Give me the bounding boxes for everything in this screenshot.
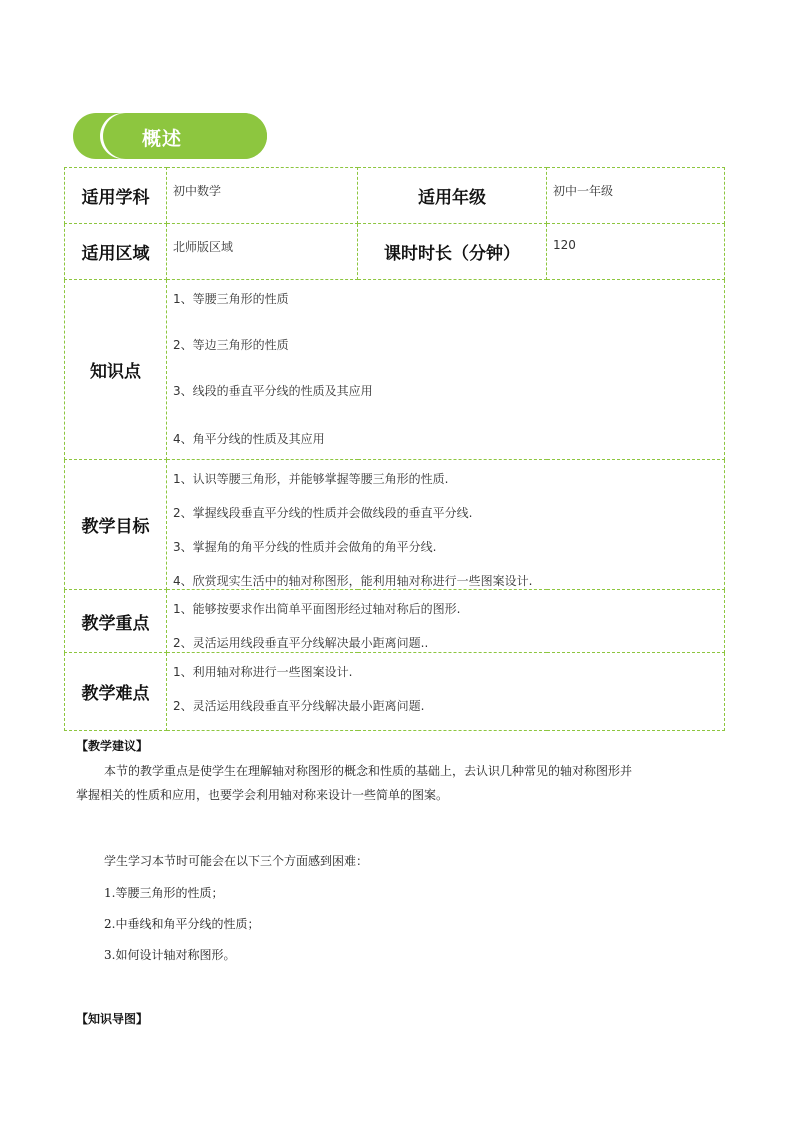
grade-value: 初中一年级 <box>547 168 725 224</box>
knowledge-item: 2、等边三角形的性质 <box>173 338 289 352</box>
knowledge-item: 3、线段的垂直平分线的性质及其应用 <box>173 384 373 398</box>
key-point-item: 1、能够按要求作出简单平面图形经过轴对称后的图形. <box>173 602 461 616</box>
duration-label: 课时时长（分钟） <box>358 224 547 280</box>
duration-value: 120 <box>547 224 725 280</box>
section-pill-foreground <box>103 113 267 159</box>
goal-item: 4、欣赏现实生活中的轴对称图形，能利用轴对称进行一些图案设计. <box>173 574 533 588</box>
suggestion-line-1: 本节的教学重点是使学生在理解轴对称图形的概念和性质的基础上，去认识几种常见的轴对称图形并 <box>104 764 633 778</box>
goal-item: 2、掌握线段垂直平分线的性质并会做线段的垂直平分线. <box>173 506 473 520</box>
goal-item: 3、掌握角的角平分线的性质并会做角的角平分线. <box>173 540 437 554</box>
region-label: 适用区域 <box>65 224 167 280</box>
knowledge-item: 4、角平分线的性质及其应用 <box>173 432 325 446</box>
subject-value: 初中数学 <box>167 168 358 224</box>
difficulty-point: 2.中垂线和角平分线的性质； <box>104 917 260 931</box>
goals-label: 教学目标 <box>65 460 167 590</box>
difficulty-item: 2、灵活运用线段垂直平分线解决最小距离问题. <box>173 699 425 713</box>
knowledge-cell <box>167 280 725 460</box>
key-points-cell <box>167 590 725 653</box>
section-title: 概述 <box>142 128 183 150</box>
knowledge-item: 1、等腰三角形的性质 <box>173 292 289 306</box>
overview-table <box>64 167 725 731</box>
difficulties-label: 教学难点 <box>65 653 167 731</box>
difficulty-item: 1、利用轴对称进行一些图案设计. <box>173 665 353 679</box>
difficulties-cell <box>167 653 725 731</box>
suggestion-title: 【教学建议】 <box>76 739 149 753</box>
grade-label: 适用年级 <box>358 168 547 224</box>
key-point-item: 2、灵活运用线段垂直平分线解决最小距离问题.. <box>173 636 429 650</box>
region-value: 北师版区域 <box>167 224 358 280</box>
mindmap-title: 【知识导图】 <box>76 1012 149 1026</box>
knowledge-label: 知识点 <box>65 280 167 460</box>
difficulty-point: 1.等腰三角形的性质； <box>104 886 224 900</box>
goal-item: 1、认识等腰三角形，并能够掌握等腰三角形的性质. <box>173 472 449 486</box>
subject-label: 适用学科 <box>65 168 167 224</box>
difficulty-point: 3.如何设计轴对称图形。 <box>104 948 236 962</box>
key-points-label: 教学重点 <box>65 590 167 653</box>
goals-cell <box>167 460 725 590</box>
suggestion-line-2: 掌握相关的性质和应用，也要学会利用轴对称来设计一些简单的图案。 <box>76 788 449 802</box>
difficulty-intro: 学生学习本节时可能会在以下三个方面感到困难： <box>104 854 369 868</box>
